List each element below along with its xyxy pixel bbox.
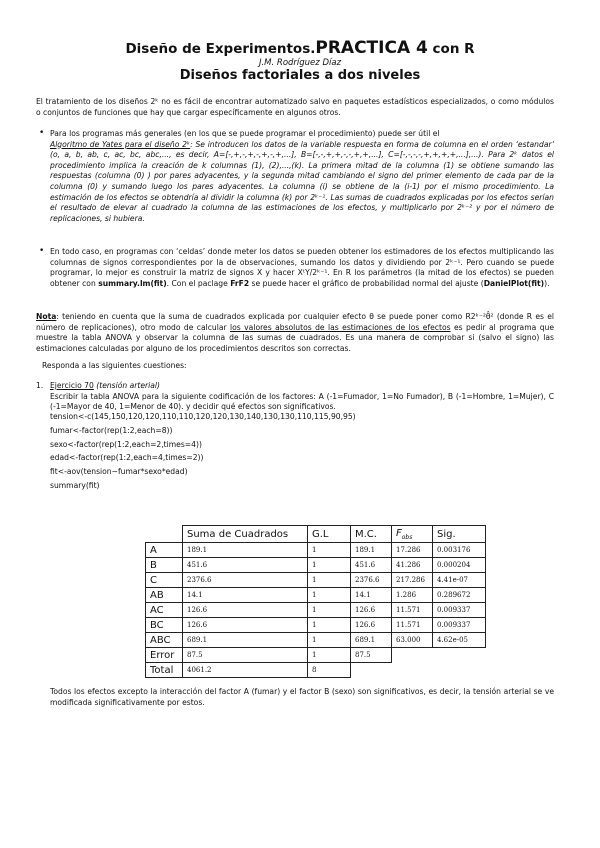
cell-f [392, 663, 433, 678]
nota-label: Nota [36, 312, 57, 321]
exercise-number: 1. [36, 381, 44, 390]
header-df: G.L [308, 526, 351, 543]
row-label: AC [146, 603, 183, 618]
cell-ss: 126.6 [183, 618, 308, 633]
yates-algorithm-name: Algoritmo de Yates para el diseño 2ᵏ [50, 139, 191, 149]
yates-algorithm-text: : Se introducen los datos de la variable respuesta en forma de columna en el orden ‘estandar’ (o, a, b, ab, c, ac, bc, abc,..., es decir, A=[-,+,-,+,-,+,-,+,...], B=[-,-,+,+,-,-,+,+,...], C=[-,-,-,-,+,+,+,+,...],...). Para 2ᵏ datos el procedimiento implica la creación de k columnas (1), (2),...,(k). La primera mitad de la columna (1) se obtiene sumando las respuestas (columna (0) ) por pares adyacentes, y la segunda mitad cambiando el signo del primer elemento de cada par de la columna (0) y sumando luego los pares adyacentes. La columna (i) se obtiene de la (i-1) por el mismo procedimiento. La estimación de los efectos se obtendría al dividir la columna (k) por 2ᵏ⁻¹. Las sumas de cuadrados explicadas por los efectos serían el resultado de elevar al cuadrado la columna de las estimaciones de los efectos, y multiplicarlo por 2ᵏ⁻² y por el número de replicaciones, si hubiera. [50, 139, 555, 223]
author: J.M. Rodríguez Díaz [258, 58, 342, 68]
code-line: fit<-aov(tension~fumar*sexo*edad) [50, 467, 188, 477]
cell-ms: 126.6 [351, 603, 392, 618]
row-label: C [146, 573, 183, 588]
anova-header-row [146, 526, 486, 543]
bullet1-lead: Para los programas más generales (en los que se puede programar el procedimiento) puede ser útil el [50, 129, 440, 138]
anova-table [145, 525, 486, 678]
cell-f: 11.571 [392, 603, 433, 618]
header-f-letter: F [396, 527, 402, 539]
header-f-subscript: obs [401, 533, 413, 541]
bullet2-text: . Con el paclage [166, 278, 231, 288]
cell-f: 41.286 [392, 558, 433, 573]
nota-underlined-text: los valores absolutos de las estimaciones de los efectos [230, 322, 451, 332]
bullet1-paragraph [50, 129, 554, 224]
row-label: Total [146, 663, 183, 678]
cell-ms: 189.1 [351, 543, 392, 558]
row-label: B [146, 558, 183, 573]
cell-sig: 0.009337 [433, 618, 486, 633]
row-label: ABC [146, 633, 183, 648]
table-row [146, 633, 486, 648]
code-line: tension<-c(145,150,120,120,110,110,120,120,130,140,130,130,110,115,90,95) [50, 412, 356, 421]
cell-ms: 2376.6 [351, 573, 392, 588]
table-row [146, 588, 486, 603]
header-f [392, 526, 433, 543]
table-row [146, 663, 486, 678]
cell-f: 11.571 [392, 618, 433, 633]
cell-ss: 189.1 [183, 543, 308, 558]
header-blank [146, 526, 183, 543]
cell-sig: 4.62e-05 [433, 633, 486, 648]
bullet-marker: • [39, 128, 45, 138]
cell-ms: 87.5 [351, 648, 392, 663]
exercise-text: Escribir la tabla ANOVA para la siguiente codificación de los factores: A (-1=Fumador, 1=No Fumador), B (-1=Hombre, 1=Mujer), C (-1=Mayor de 40, 1=Menor de 40). y decidir qué efectos son significativos. [50, 391, 554, 412]
cell-df: 1 [308, 543, 351, 558]
cell-df: 1 [308, 633, 351, 648]
bullet2-paragraph [50, 247, 554, 289]
danielplot-command: DanielPlot(fit) [483, 278, 545, 288]
exercise-subtitle: (tensión arterial) [96, 381, 160, 390]
cell-f: 1.286 [392, 588, 433, 603]
title-practice: PRACTICA 4 [315, 38, 428, 58]
table-row [146, 573, 486, 588]
cell-df: 1 [308, 648, 351, 663]
cell-sig: 0.009337 [433, 603, 486, 618]
code-line: edad<-factor(rep(1:2,each=4,times=2)) [50, 453, 204, 463]
cell-sig: 4.41e-07 [433, 573, 486, 588]
summary-lm-command: summary.lm(fit) [98, 278, 167, 288]
cell-sig: 0.289672 [433, 588, 486, 603]
row-label: AB [146, 588, 183, 603]
cell-df: 1 [308, 558, 351, 573]
table-row [146, 648, 486, 663]
table-row [146, 618, 486, 633]
exercise-paragraph [50, 381, 554, 413]
row-label: A [146, 543, 183, 558]
cell-ss: 2376.6 [183, 573, 308, 588]
cell-f [392, 648, 433, 663]
cell-sig: 0.000204 [433, 558, 486, 573]
cell-ms [351, 663, 392, 678]
row-label: BC [146, 618, 183, 633]
table-row [146, 543, 486, 558]
bullet2-text: se puede hacer el gráfico de probabilidad normal del ajuste ( [249, 278, 484, 288]
cell-sig [433, 663, 486, 678]
cell-f: 217.286 [392, 573, 433, 588]
cell-ss: 451.6 [183, 558, 308, 573]
cell-df: 1 [308, 588, 351, 603]
title-prefix: Diseño de Experimentos. [125, 41, 316, 57]
row-label: Error [146, 648, 183, 663]
nota-text: es pedir al programa que muestre la tabla ANOVA y observar la columna de las sumas de cuadrados. Es una manera de comprobar si (salvo el signo) las estimaciones calculadas por alguno de los procedimientos descritos son correctas. [36, 322, 554, 353]
cell-df: 8 [308, 663, 351, 678]
cell-ss: 126.6 [183, 603, 308, 618]
frf2-package: FrF2 [230, 278, 250, 288]
cell-ss: 4061.2 [183, 663, 308, 678]
bullet2-text: En todo caso, en programas con ‘celdas’ donde meter los datos se pueden obtener los estimadores de los efectos multiplicando las columnas de signos correspondientes por la de observaciones, sumando los datos y dividiendo por 2ᵏ⁻¹. Pero cuando se puede programar, lo mejor es construir la matriz de signos X y hacer XᵗY/2ᵏ⁻¹. En R los parámetros (la mitad de los efectos) se pueden obtener con [50, 247, 554, 288]
exercise-title: Ejercicio 70 [50, 381, 94, 390]
cell-sig: 0.003176 [433, 543, 486, 558]
bullet2-text: ). [544, 278, 550, 288]
r-code-block [50, 410, 356, 493]
table-row [146, 558, 486, 573]
intro-paragraph: El tratamiento de los diseños 2ᵏ no es fácil de encontrar automatizado salvo en paquetes estadísticos especializados, o como módulos o conjuntos de funciones que hay que cargar específicamente en algunos otros. [36, 97, 554, 117]
code-line: sexo<-factor(rep(1:2,each=2,times=4)) [50, 439, 202, 449]
table-row [146, 603, 486, 618]
nota-text: : teniendo en cuenta que la suma de cuadrados explicada por cualquier efecto θ se puede poner como R2ᵏ⁻²θ̂² (donde R es el número de replicaciones), otro modo de calcular [36, 312, 554, 332]
code-line: fumar<-factor(rep(1:2,each=8)) [50, 425, 173, 435]
nota-paragraph [36, 312, 554, 354]
cell-ss: 14.1 [183, 588, 308, 603]
responda-heading: Responda a las siguientes cuestiones: [42, 361, 187, 370]
cell-ms: 689.1 [351, 633, 392, 648]
cell-df: 1 [308, 618, 351, 633]
header-ss: Suma de Cuadrados [183, 526, 308, 543]
bullet-marker: • [39, 246, 45, 256]
header-sig: Sig. [433, 526, 486, 543]
code-line: summary(fit) [50, 480, 100, 490]
cell-df: 1 [308, 603, 351, 618]
cell-sig [433, 648, 486, 663]
cell-ss: 689.1 [183, 633, 308, 648]
cell-df: 1 [308, 573, 351, 588]
cell-ms: 451.6 [351, 558, 392, 573]
document-subtitle: Diseños factoriales a dos niveles [179, 68, 421, 83]
conclusion-paragraph: Todos los efectos excepto la interacción del factor A (fumar) y el factor B (sexo) son significativos, es decir, la tensión arterial se ve modificada significativamente por estos. [50, 687, 554, 707]
document-title [0, 38, 600, 58]
cell-f: 63.000 [392, 633, 433, 648]
cell-ss: 87.5 [183, 648, 308, 663]
cell-ms: 14.1 [351, 588, 392, 603]
header-ms: M.C. [351, 526, 392, 543]
cell-f: 17.286 [392, 543, 433, 558]
title-suffix: con R [427, 41, 475, 57]
cell-ms: 126.6 [351, 618, 392, 633]
